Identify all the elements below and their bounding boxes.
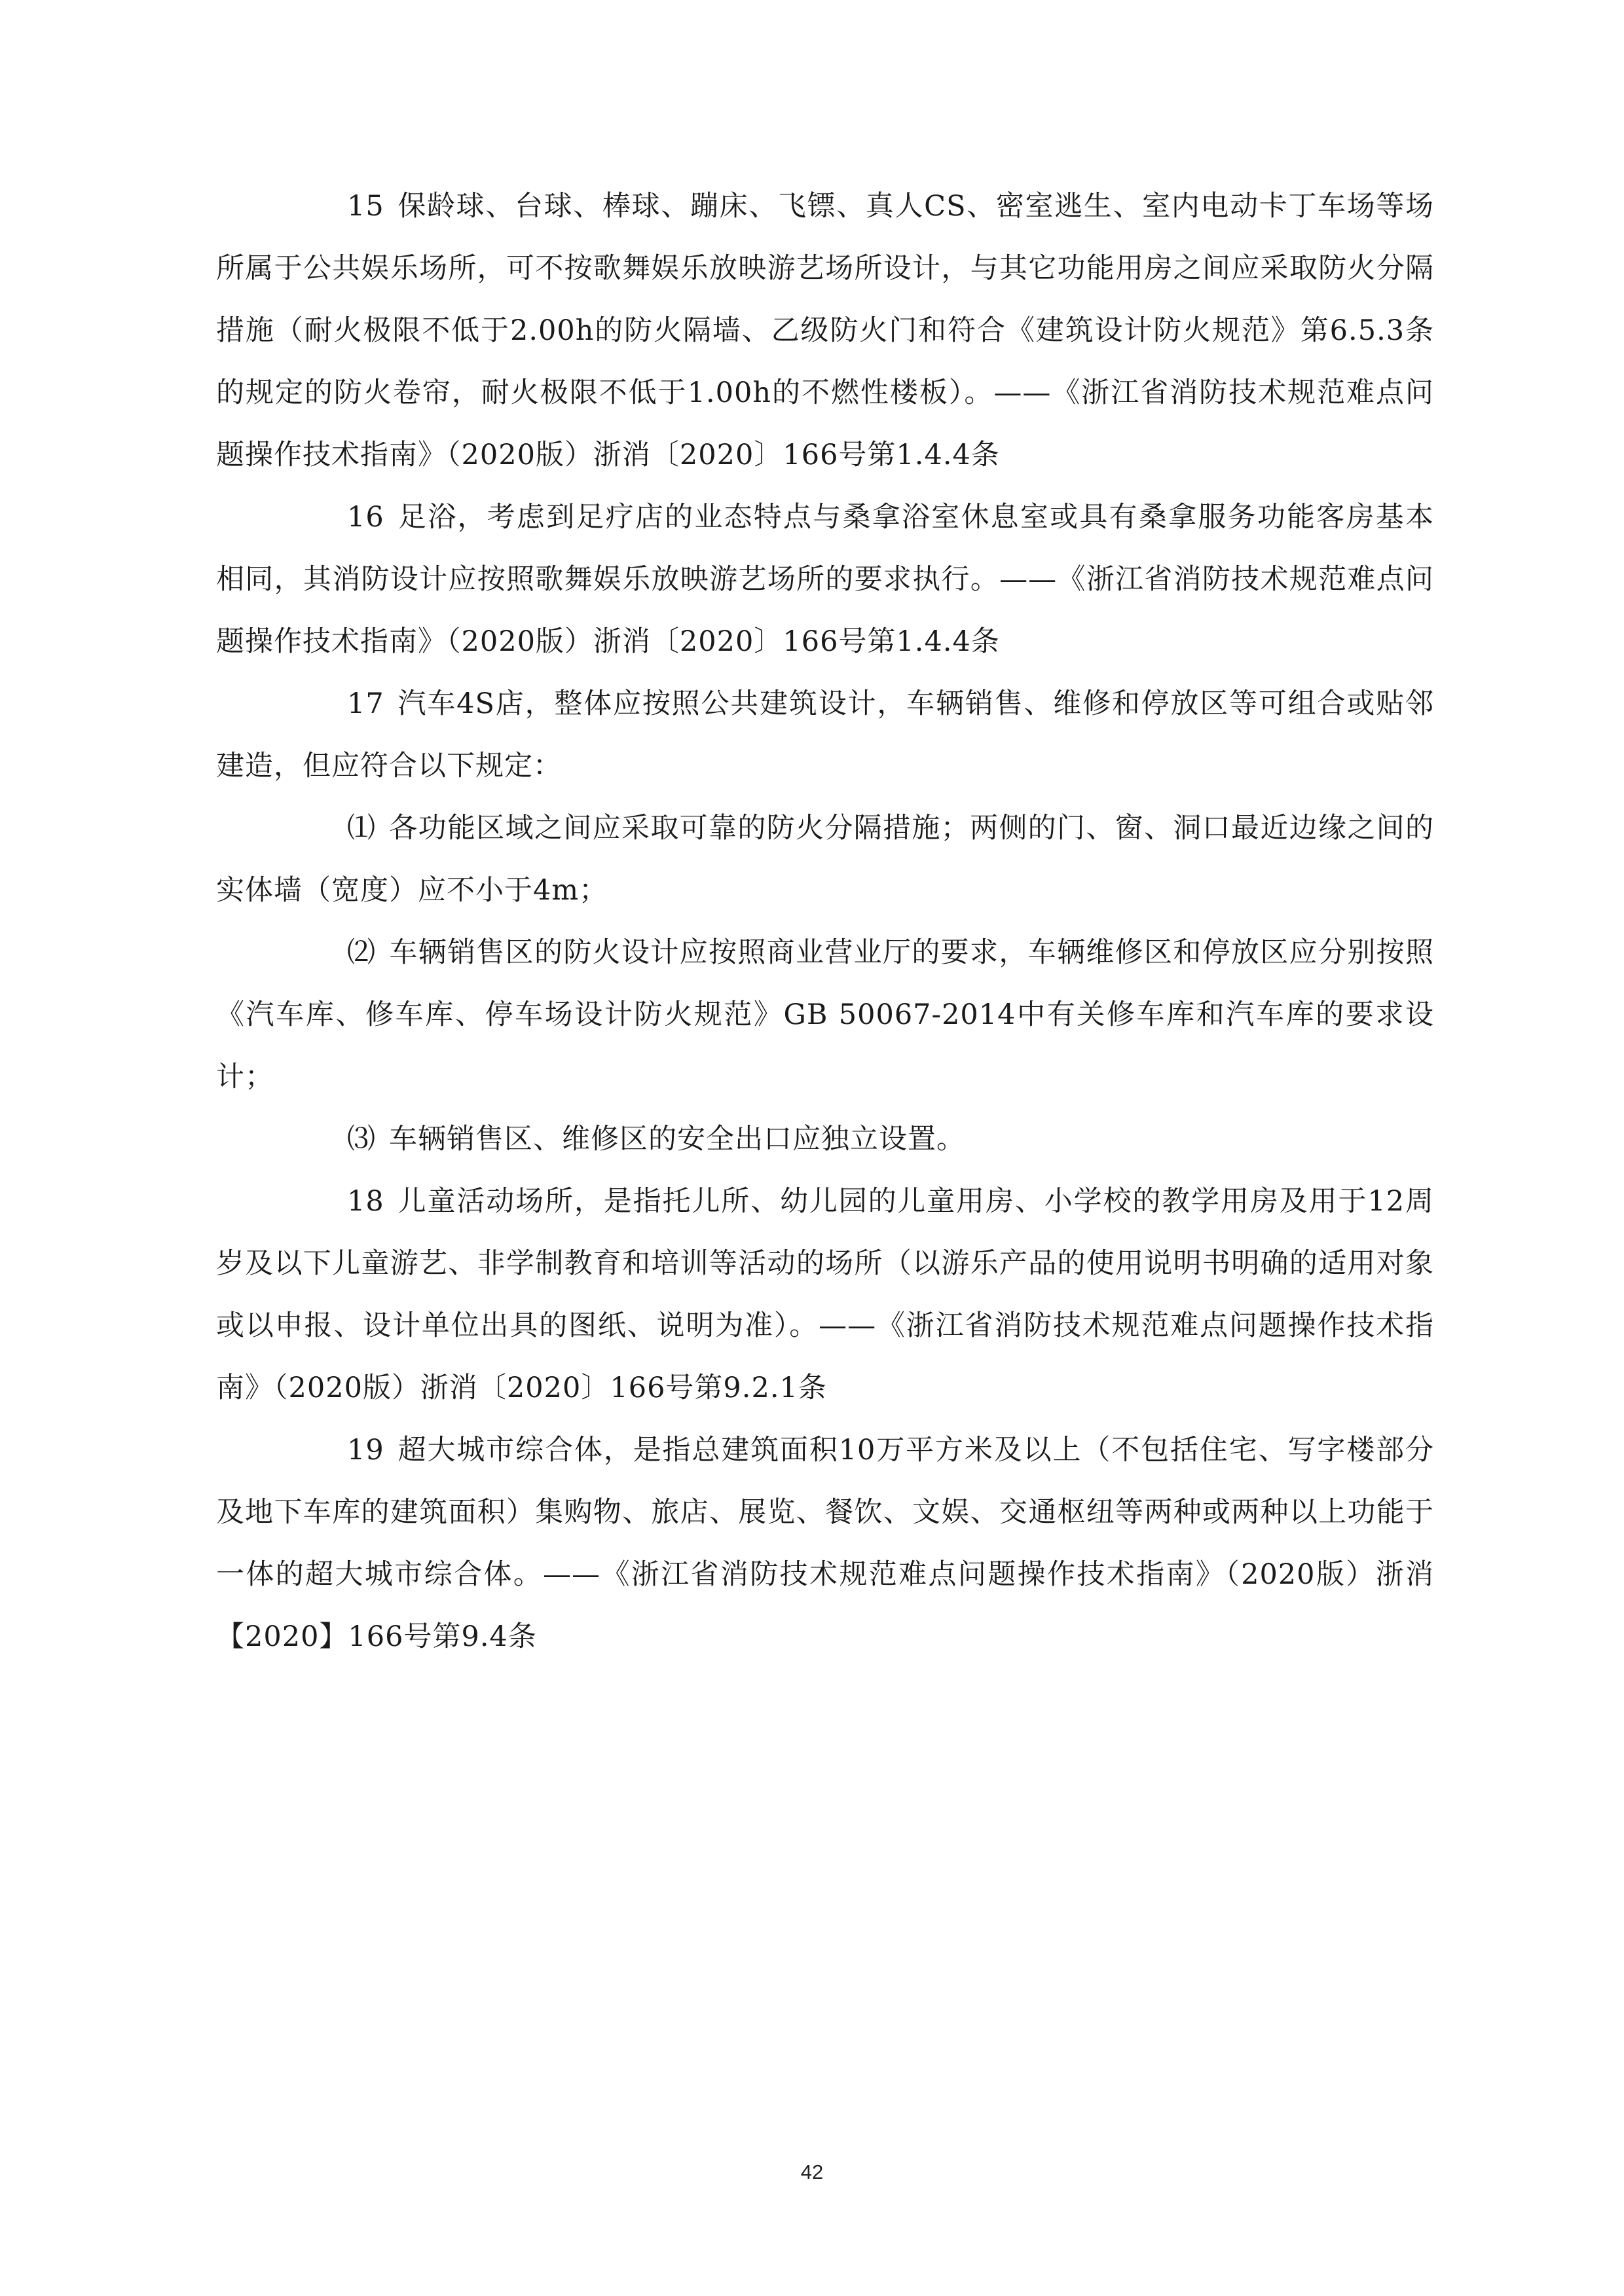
list-item-number: ⑴ xyxy=(347,812,376,845)
list-item-number: ⑶ xyxy=(347,1123,376,1156)
paragraph-number: 15 xyxy=(347,190,384,223)
list-item-text: 车辆销售区的防火设计应按照商业营业厅的要求，车辆维修区和停放区应分别按照《汽车库、修车库、停车场设计防火规范》GB 50067-2014中有关修车库和汽车库的要求设计； xyxy=(216,936,1434,1093)
paragraph-number: 19 xyxy=(347,1434,384,1467)
list-item-3 xyxy=(216,1108,1434,1171)
paragraph-16 xyxy=(216,486,1434,673)
paragraph-number: 18 xyxy=(347,1185,384,1218)
paragraph-15 xyxy=(216,175,1434,486)
list-item-text: 车辆销售区、维修区的安全出口应独立设置。 xyxy=(389,1123,965,1156)
paragraph-17 xyxy=(216,673,1434,797)
paragraph-19 xyxy=(216,1419,1434,1668)
list-item-text: 各功能区域之间应采取可靠的防火分隔措施；两侧的门、窗、洞口最近边缘之间的实体墙（宽度）应不小于4m； xyxy=(216,812,1434,907)
list-item-1 xyxy=(216,797,1434,922)
paragraph-text: 保龄球、台球、棒球、蹦床、飞镖、真人CS、密室逃生、室内电动卡丁车场等场所属于公共娱乐场所，可不按歌舞娱乐放映游艺场所设计，与其它功能用房之间应采取防火分隔措施（耐火极限不低于2.00h的防火隔墙、乙级防火门和符合《建筑设计防火规范》第6.5.3条的规定的防火卷帘，耐火极限不低于1.00h的不燃性楼板）。——《浙江省消防技术规范难点问题操作技术指南》（2020版）浙消〔2020〕166号第1.4.4条 xyxy=(216,190,1434,471)
paragraph-text: 儿童活动场所，是指托儿所、幼儿园的儿童用房、小学校的教学用房及用于12周岁及以下儿童游艺、非学制教育和培训等活动的场所（以游乐产品的使用说明书明确的适用对象或以申报、设计单位出具的图纸、说明为准）。——《浙江省消防技术规范难点问题操作技术指南》（2020版）浙消〔2020〕166号第9.2.1条 xyxy=(216,1185,1434,1404)
paragraph-18 xyxy=(216,1171,1434,1419)
page-number: 42 xyxy=(800,2160,824,2183)
paragraph-number: 16 xyxy=(347,501,384,534)
list-item-2 xyxy=(216,922,1434,1108)
document-body xyxy=(216,175,1434,1668)
paragraph-text: 足浴，考虑到足疗店的业态特点与桑拿浴室休息室或具有桑拿服务功能客房基本相同，其消防设计应按照歌舞娱乐放映游艺场所的要求执行。——《浙江省消防技术规范难点问题操作技术指南》（2020版）浙消〔2020〕166号第1.4.4条 xyxy=(216,501,1434,658)
paragraph-text: 汽车4S店，整体应按照公共建筑设计，车辆销售、维修和停放区等可组合或贴邻建造，但应符合以下规定： xyxy=(216,687,1434,782)
list-item-number: ⑵ xyxy=(347,936,376,969)
paragraph-number: 17 xyxy=(347,687,384,720)
paragraph-text: 超大城市综合体，是指总建筑面积10万平方米及以上（不包括住宅、写字楼部分及地下车库的建筑面积）集购物、旅店、展览、餐饮、文娱、交通枢纽等两种或两种以上功能于一体的超大城市综合体。——《浙江省消防技术规范难点问题操作技术指南》（2020版）浙消【2020】166号第9.4条 xyxy=(216,1434,1434,1653)
